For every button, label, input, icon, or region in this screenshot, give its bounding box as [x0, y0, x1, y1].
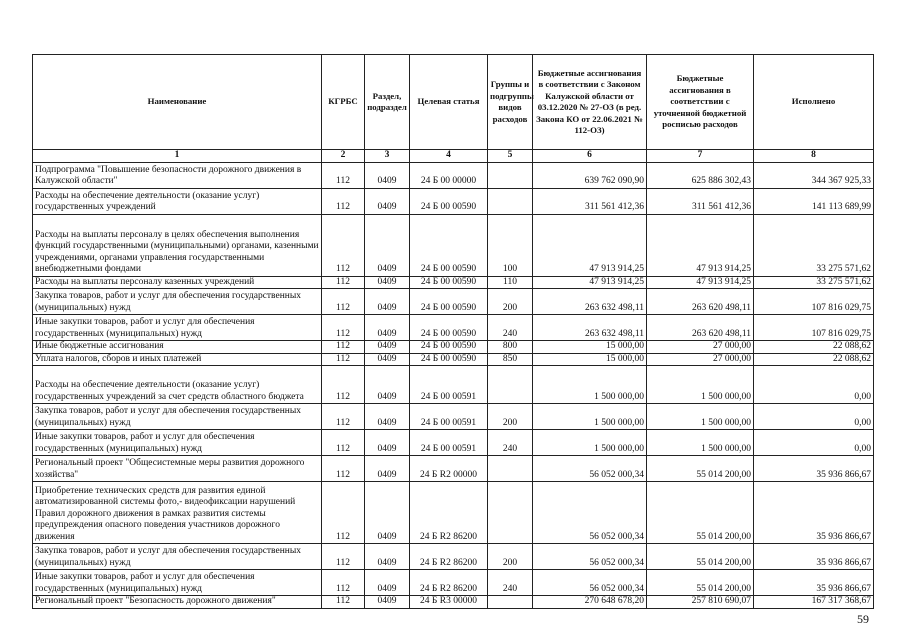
table-row [33, 570, 874, 596]
cell-section: 0409 [365, 162, 410, 188]
cell-group: 110 [488, 276, 533, 289]
cell-name: Расходы на обеспечение деятельности (оказание услуг) государственных учреждений за счет средств областного бюджета [33, 366, 322, 404]
header-law-allocations: Бюджетные ассигнования в соответствии с Законом Калужской области от 03.12.2020 № 27-ОЗ (в ред. Закона КО от 22.06.2021 № 112-ОЗ) [533, 55, 647, 150]
cell-target: 24 Б R2 86200 [410, 482, 488, 544]
header-section: Раздел, подраздел [365, 55, 410, 150]
cell-target: 24 Б 00 00591 [410, 404, 488, 430]
cell-law: 263 632 498,11 [533, 315, 647, 341]
cell-kgrbs: 112 [322, 366, 365, 404]
header-target: Целевая статья [410, 55, 488, 150]
cell-executed: 0,00 [754, 366, 874, 404]
cell-group [488, 162, 533, 188]
cell-section: 0409 [365, 430, 410, 456]
cell-group [488, 596, 533, 609]
cell-target: 24 Б 00 00590 [410, 188, 488, 214]
cell-section: 0409 [365, 404, 410, 430]
cell-refined: 263 620 498,11 [647, 289, 754, 315]
cell-name: Закупка товаров, работ и услуг для обеспечения государственных (муниципальных) нужд [33, 404, 322, 430]
cell-target: 24 Б R3 00000 [410, 596, 488, 609]
table-row [33, 341, 874, 354]
cell-name: Закупка товаров, работ и услуг для обеспечения государственных (муниципальных) нужд [33, 544, 322, 570]
column-number: 4 [410, 150, 488, 163]
cell-section: 0409 [365, 353, 410, 366]
cell-target: 24 Б 00 00590 [410, 341, 488, 354]
cell-name: Иные закупки товаров, работ и услуг для обеспечения государственных (муниципальных) нужд [33, 430, 322, 456]
column-number: 5 [488, 150, 533, 163]
cell-refined: 1 500 000,00 [647, 430, 754, 456]
cell-executed: 35 936 866,67 [754, 456, 874, 482]
header-refined-allocations: Бюджетные ассигнования в соответствии с уточненной бюджетной росписью расходов [647, 55, 754, 150]
cell-executed: 22 088,62 [754, 353, 874, 366]
cell-group: 850 [488, 353, 533, 366]
cell-executed: 107 816 029,75 [754, 289, 874, 315]
cell-group [488, 482, 533, 544]
cell-law: 56 052 000,34 [533, 544, 647, 570]
table-row [33, 482, 874, 544]
cell-section: 0409 [365, 315, 410, 341]
cell-section: 0409 [365, 188, 410, 214]
cell-refined: 55 014 200,00 [647, 544, 754, 570]
cell-section: 0409 [365, 366, 410, 404]
table-row [33, 430, 874, 456]
table-row [33, 366, 874, 404]
page-number: 59 [857, 612, 869, 626]
cell-executed: 0,00 [754, 404, 874, 430]
cell-kgrbs: 112 [322, 596, 365, 609]
cell-law: 56 052 000,34 [533, 456, 647, 482]
cell-target: 24 Б 00 00590 [410, 276, 488, 289]
column-number: 1 [33, 150, 322, 163]
cell-law: 1 500 000,00 [533, 366, 647, 404]
cell-law: 47 913 914,25 [533, 276, 647, 289]
cell-law: 47 913 914,25 [533, 214, 647, 276]
cell-executed: 141 113 689,99 [754, 188, 874, 214]
cell-law: 639 762 090,90 [533, 162, 647, 188]
cell-target: 24 Б R2 00000 [410, 456, 488, 482]
cell-refined: 47 913 914,25 [647, 214, 754, 276]
cell-target: 24 Б 00 00590 [410, 289, 488, 315]
cell-name: Уплата налогов, сборов и иных платежей [33, 353, 322, 366]
cell-kgrbs: 112 [322, 456, 365, 482]
cell-name: Расходы на выплаты персоналу в целях обеспечения выполнения функций государственными (муниципальными) органами, казенными учреждениями, органами управления государственными внебюджетными фондами [33, 214, 322, 276]
cell-section: 0409 [365, 341, 410, 354]
cell-section: 0409 [365, 289, 410, 315]
column-number-row [33, 150, 874, 163]
cell-kgrbs: 112 [322, 341, 365, 354]
cell-target: 24 Б 00 00591 [410, 430, 488, 456]
table-row [33, 276, 874, 289]
cell-group: 240 [488, 570, 533, 596]
header-name: Наименование [33, 55, 322, 150]
cell-executed: 35 936 866,67 [754, 570, 874, 596]
table-row [33, 596, 874, 609]
cell-refined: 55 014 200,00 [647, 570, 754, 596]
cell-group: 240 [488, 430, 533, 456]
table-row [33, 162, 874, 188]
table-row [33, 353, 874, 366]
column-number: 7 [647, 150, 754, 163]
cell-executed: 35 936 866,67 [754, 544, 874, 570]
cell-target: 24 Б 00 00591 [410, 366, 488, 404]
cell-kgrbs: 112 [322, 570, 365, 596]
cell-name: Подпрограмма "Повышение безопасности дорожного движения в Калужской области" [33, 162, 322, 188]
cell-law: 270 648 678,20 [533, 596, 647, 609]
cell-group: 240 [488, 315, 533, 341]
cell-refined: 311 561 412,36 [647, 188, 754, 214]
cell-refined: 27 000,00 [647, 341, 754, 354]
cell-executed: 33 275 571,62 [754, 214, 874, 276]
budget-table [32, 54, 874, 609]
cell-executed: 344 367 925,33 [754, 162, 874, 188]
cell-kgrbs: 112 [322, 404, 365, 430]
table-row [33, 404, 874, 430]
cell-name: Расходы на обеспечение деятельности (оказание услуг) государственных учреждений [33, 188, 322, 214]
cell-group [488, 456, 533, 482]
cell-kgrbs: 112 [322, 353, 365, 366]
table-row [33, 315, 874, 341]
cell-refined: 1 500 000,00 [647, 404, 754, 430]
column-number: 8 [754, 150, 874, 163]
cell-target: 24 Б 00 00590 [410, 214, 488, 276]
cell-group [488, 188, 533, 214]
cell-name: Региональный проект "Безопасность дорожного движения" [33, 596, 322, 609]
cell-target: 24 Б 00 00590 [410, 353, 488, 366]
table-row [33, 456, 874, 482]
cell-group: 200 [488, 404, 533, 430]
cell-law: 15 000,00 [533, 341, 647, 354]
cell-section: 0409 [365, 482, 410, 544]
cell-kgrbs: 112 [322, 162, 365, 188]
cell-group: 800 [488, 341, 533, 354]
cell-section: 0409 [365, 276, 410, 289]
cell-executed: 35 936 866,67 [754, 482, 874, 544]
cell-executed: 0,00 [754, 430, 874, 456]
cell-name: Региональный проект "Общесистемные меры развития дорожного хозяйства" [33, 456, 322, 482]
cell-section: 0409 [365, 214, 410, 276]
cell-kgrbs: 112 [322, 544, 365, 570]
table-row [33, 544, 874, 570]
cell-target: 24 Б 00 00590 [410, 315, 488, 341]
cell-executed: 33 275 571,62 [754, 276, 874, 289]
column-number: 6 [533, 150, 647, 163]
cell-kgrbs: 112 [322, 289, 365, 315]
cell-refined: 55 014 200,00 [647, 456, 754, 482]
cell-section: 0409 [365, 544, 410, 570]
cell-group: 200 [488, 544, 533, 570]
cell-name: Иные закупки товаров, работ и услуг для обеспечения государственных (муниципальных) нужд [33, 570, 322, 596]
table-row [33, 289, 874, 315]
cell-name: Закупка товаров, работ и услуг для обеспечения государственных (муниципальных) нужд [33, 289, 322, 315]
cell-name: Иные закупки товаров, работ и услуг для обеспечения государственных (муниципальных) нужд [33, 315, 322, 341]
table-row [33, 214, 874, 276]
cell-target: 24 Б R2 86200 [410, 570, 488, 596]
cell-law: 15 000,00 [533, 353, 647, 366]
header-row [33, 55, 874, 150]
cell-law: 1 500 000,00 [533, 404, 647, 430]
cell-kgrbs: 112 [322, 188, 365, 214]
column-number: 3 [365, 150, 410, 163]
cell-group: 200 [488, 289, 533, 315]
cell-group: 100 [488, 214, 533, 276]
cell-kgrbs: 112 [322, 430, 365, 456]
cell-group [488, 366, 533, 404]
cell-refined: 1 500 000,00 [647, 366, 754, 404]
cell-law: 56 052 000,34 [533, 570, 647, 596]
cell-law: 1 500 000,00 [533, 430, 647, 456]
cell-refined: 55 014 200,00 [647, 482, 754, 544]
cell-target: 24 Б 00 00000 [410, 162, 488, 188]
cell-kgrbs: 112 [322, 315, 365, 341]
cell-refined: 47 913 914,25 [647, 276, 754, 289]
cell-refined: 263 620 498,11 [647, 315, 754, 341]
column-number: 2 [322, 150, 365, 163]
cell-kgrbs: 112 [322, 482, 365, 544]
cell-target: 24 Б R2 86200 [410, 544, 488, 570]
header-kgrbs: КГРБС [322, 55, 365, 150]
cell-refined: 27 000,00 [647, 353, 754, 366]
cell-kgrbs: 112 [322, 276, 365, 289]
cell-executed: 107 816 029,75 [754, 315, 874, 341]
cell-executed: 22 088,62 [754, 341, 874, 354]
cell-section: 0409 [365, 456, 410, 482]
cell-name: Приобретение технических средств для развития единой автоматизированной системы фото,- видеофиксации нарушений Правил дорожного движения в рамках развития системы предупреждения опасного поведения участников дорожного движения [33, 482, 322, 544]
cell-law: 311 561 412,36 [533, 188, 647, 214]
header-groups: Группы и подгруппы видов расходов [488, 55, 533, 150]
cell-kgrbs: 112 [322, 214, 365, 276]
cell-refined: 625 886 302,43 [647, 162, 754, 188]
cell-law: 263 632 498,11 [533, 289, 647, 315]
table-body [33, 162, 874, 608]
header-executed: Исполнено [754, 55, 874, 150]
table-row [33, 188, 874, 214]
cell-name: Иные бюджетные ассигнования [33, 341, 322, 354]
cell-section: 0409 [365, 570, 410, 596]
cell-executed: 167 317 368,67 [754, 596, 874, 609]
cell-name: Расходы на выплаты персоналу казенных учреждений [33, 276, 322, 289]
cell-law: 56 052 000,34 [533, 482, 647, 544]
cell-refined: 257 810 690,07 [647, 596, 754, 609]
cell-section: 0409 [365, 596, 410, 609]
